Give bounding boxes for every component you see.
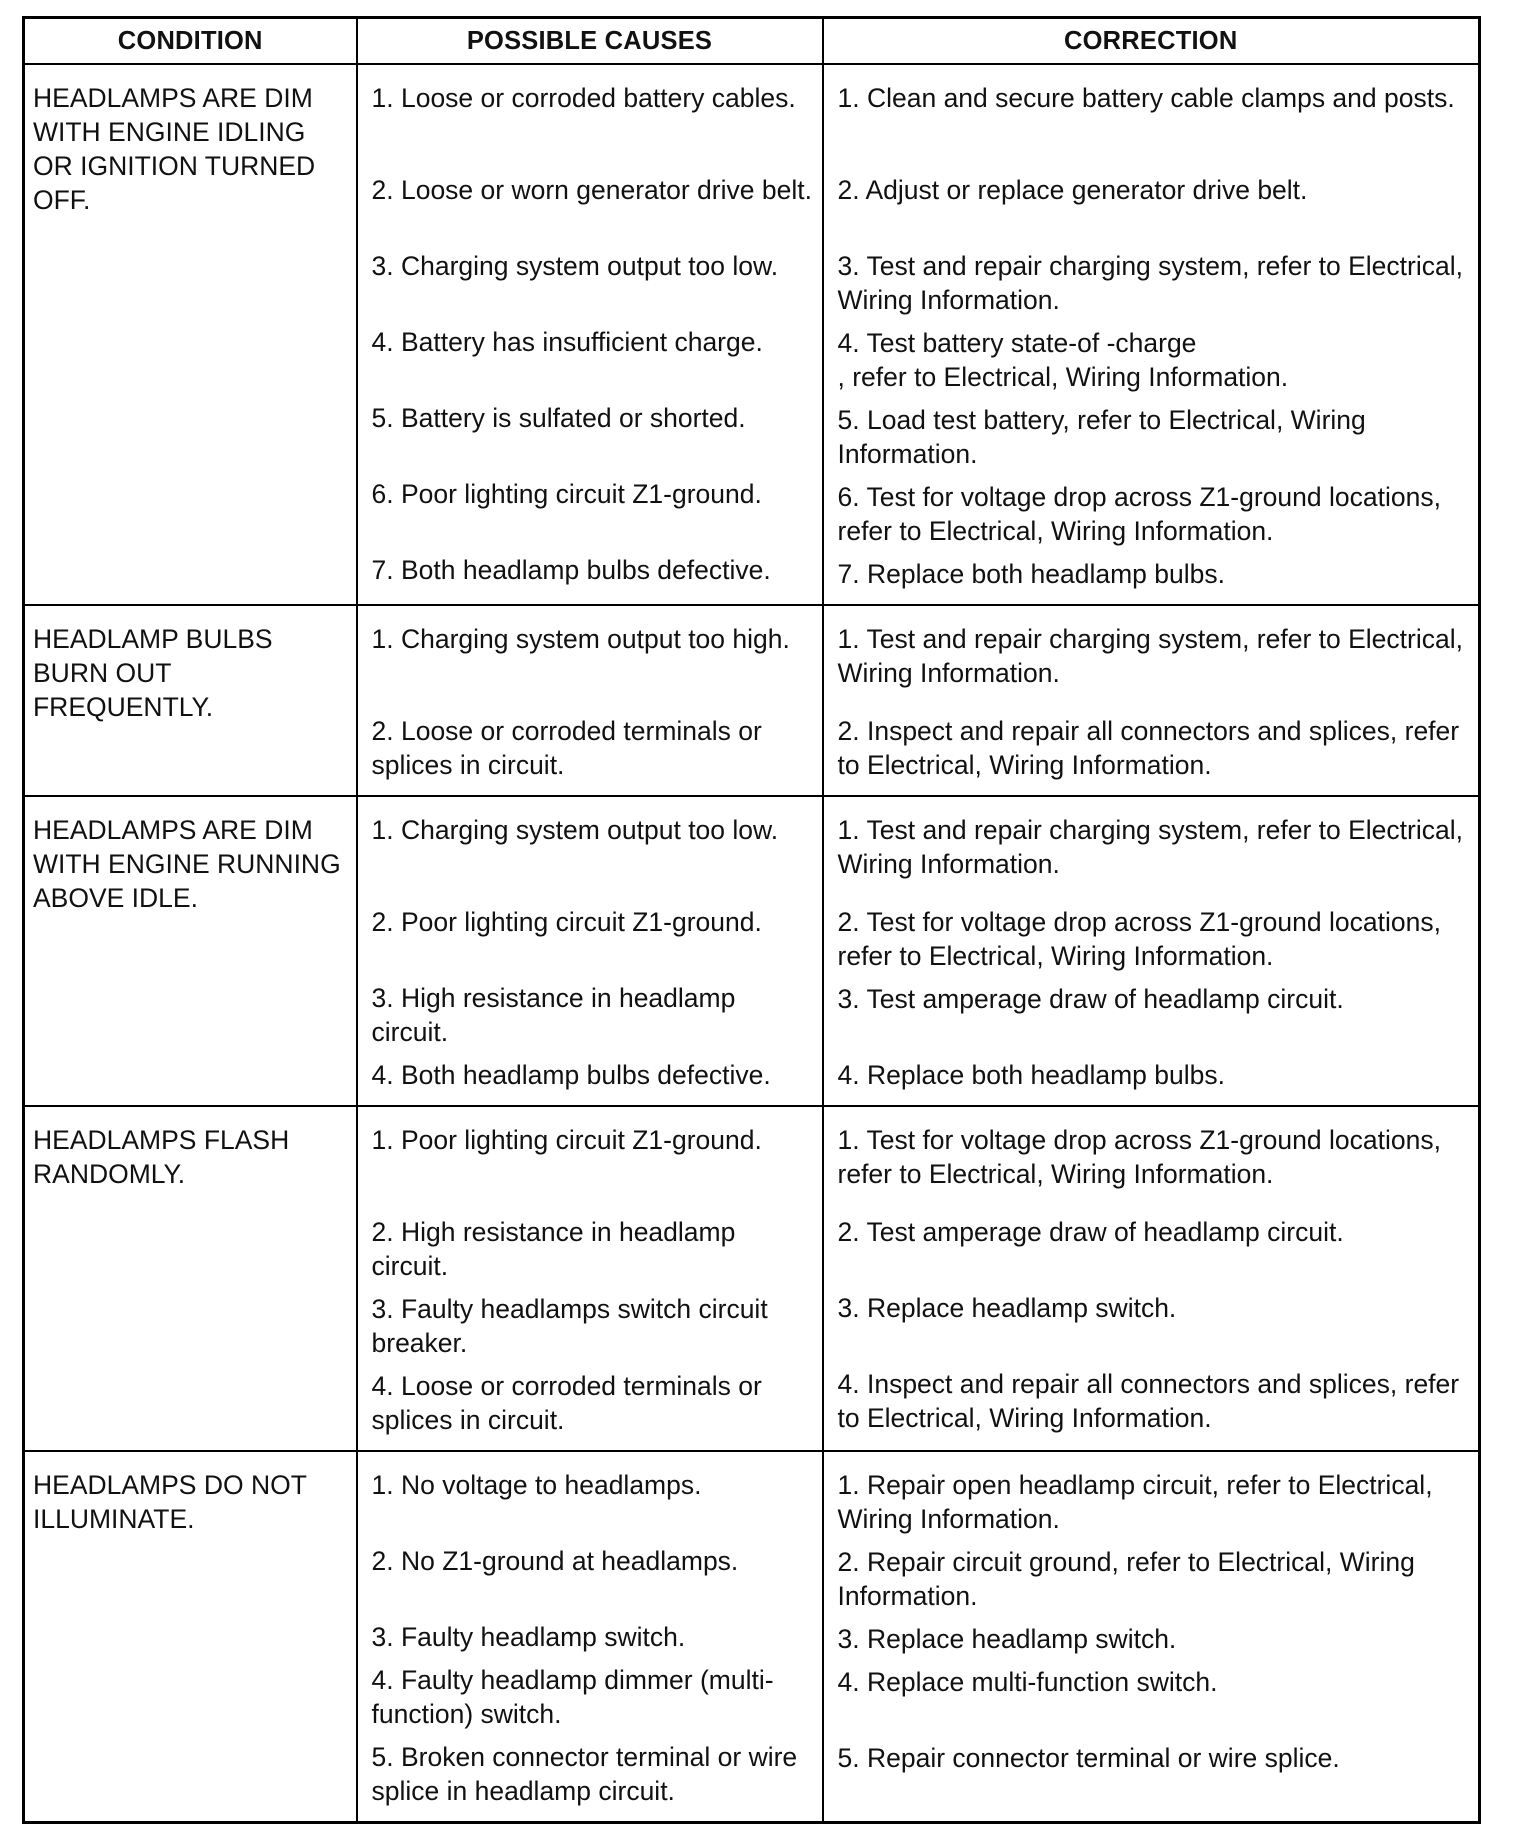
correction-item: 1. Repair open headlamp circuit, refer to Electrical, Wiring Information. — [837, 1470, 1433, 1534]
correction-item: 7. Replace both headlamp bulbs. — [837, 559, 1225, 589]
correction-item: 2. Inspect and repair all connectors and splices, refer to Electrical, Wiring Information. — [837, 716, 1460, 780]
table-row — [24, 605, 1480, 796]
correction-item: 3. Replace headlamp switch. — [837, 1293, 1177, 1323]
correction-cell — [823, 64, 1480, 605]
table-row — [24, 1106, 1480, 1451]
possible-causes-cell — [357, 796, 823, 1106]
cause-item: 1. Loose or corroded battery cables. — [371, 83, 796, 113]
header-possible-causes: POSSIBLE CAUSES — [357, 18, 823, 65]
cause-item: 1. Charging system output too low. — [371, 815, 779, 845]
cause-item: 2. Loose or corroded terminals or splices in circuit. — [371, 716, 762, 780]
correction-item: 2. Test for voltage drop across Z1-ground locations, refer to Electrical, Wiring Information. — [837, 907, 1441, 971]
cause-item: 7. Both headlamp bulbs defective. — [371, 555, 771, 585]
cause-item: 2. Poor lighting circuit Z1-ground. — [371, 907, 762, 937]
diagnosis-table — [22, 16, 1481, 1824]
cause-item: 1. No voltage to headlamps. — [371, 1470, 702, 1500]
table-row — [24, 796, 1480, 1106]
cause-item: 4. Faulty headlamp dimmer (multi-function) switch. — [371, 1665, 774, 1729]
cause-item: 2. No Z1-ground at headlamps. — [371, 1546, 739, 1576]
cause-item: 4. Loose or corroded terminals or splices in circuit. — [371, 1371, 762, 1435]
cause-item: 2. Loose or worn generator drive belt. — [371, 175, 812, 205]
correction-item: 3. Test and repair charging system, refer to Electrical, Wiring Information. — [837, 251, 1463, 315]
correction-cell — [823, 796, 1480, 1106]
correction-item: 4. Replace multi-function switch. — [837, 1667, 1218, 1697]
correction-item: 3. Test amperage draw of headlamp circuit. — [837, 984, 1344, 1014]
table-row — [24, 64, 1480, 605]
correction-cell — [823, 605, 1480, 796]
correction-item: 4. Inspect and repair all connectors and splices, refer to Electrical, Wiring Information. — [837, 1369, 1460, 1433]
correction-item: 5. Repair connector terminal or wire splice. — [837, 1743, 1340, 1773]
possible-causes-cell — [357, 64, 823, 605]
cause-item: 4. Battery has insufficient charge. — [371, 327, 763, 357]
correction-item: 1. Test for voltage drop across Z1-ground locations, refer to Electrical, Wiring Information. — [837, 1125, 1441, 1189]
cause-item: 6. Poor lighting circuit Z1-ground. — [371, 479, 762, 509]
correction-item: 1. Clean and secure battery cable clamps and posts. — [837, 83, 1455, 113]
cause-item: 5. Battery is sulfated or shorted. — [371, 403, 746, 433]
correction-item: 2. Test amperage draw of headlamp circuit. — [837, 1217, 1344, 1247]
condition-cell: HEADLAMP BULBS BURN OUT FREQUENTLY. — [24, 605, 357, 796]
correction-item: 1. Test and repair charging system, refer to Electrical, Wiring Information. — [837, 624, 1463, 688]
cause-item: 1. Charging system output too high. — [371, 624, 790, 654]
correction-item: 2. Repair circuit ground, refer to Electrical, Wiring Information. — [837, 1547, 1415, 1611]
correction-item: 2. Adjust or replace generator drive belt. — [837, 175, 1308, 205]
header-condition: CONDITION — [24, 18, 357, 65]
header-row — [24, 18, 1480, 65]
correction-item: 4. Test battery state-of -charge , refer to Electrical, Wiring Information. — [837, 328, 1289, 392]
correction-item: 4. Replace both headlamp bulbs. — [837, 1060, 1225, 1090]
possible-causes-cell — [357, 1451, 823, 1823]
correction-cell — [823, 1106, 1480, 1451]
cause-item: 3. High resistance in headlamp circuit. — [371, 983, 736, 1047]
correction-item: 6. Test for voltage drop across Z1-ground locations, refer to Electrical, Wiring Information. — [837, 482, 1441, 546]
cause-item: 2. High resistance in headlamp circuit. — [371, 1217, 736, 1281]
cause-item: 3. Faulty headlamp switch. — [371, 1622, 686, 1652]
table-body — [24, 64, 1480, 1823]
cause-item: 1. Poor lighting circuit Z1-ground. — [371, 1125, 762, 1155]
possible-causes-cell — [357, 1106, 823, 1451]
cause-item: 4. Both headlamp bulbs defective. — [371, 1060, 771, 1090]
possible-causes-cell — [357, 605, 823, 796]
cause-item: 3. Faulty headlamps switch circuit breaker. — [371, 1294, 768, 1358]
table-row — [24, 1451, 1480, 1823]
condition-cell: HEADLAMPS ARE DIM WITH ENGINE RUNNING ABOVE IDLE. — [24, 796, 357, 1106]
correction-item: 5. Load test battery, refer to Electrical, Wiring Information. — [837, 405, 1366, 469]
condition-cell: HEADLAMPS ARE DIM WITH ENGINE IDLING OR IGNITION TURNED OFF. — [24, 64, 357, 605]
condition-cell: HEADLAMPS DO NOT ILLUMINATE. — [24, 1451, 357, 1823]
condition-cell: HEADLAMPS FLASH RANDOMLY. — [24, 1106, 357, 1451]
cause-item: 5. Broken connector terminal or wire splice in headlamp circuit. — [371, 1742, 798, 1806]
correction-item: 1. Test and repair charging system, refer to Electrical, Wiring Information. — [837, 815, 1463, 879]
correction-item: 3. Replace headlamp switch. — [837, 1624, 1177, 1654]
cause-item: 3. Charging system output too low. — [371, 251, 779, 281]
header-correction: CORRECTION — [823, 18, 1480, 65]
correction-cell — [823, 1451, 1480, 1823]
